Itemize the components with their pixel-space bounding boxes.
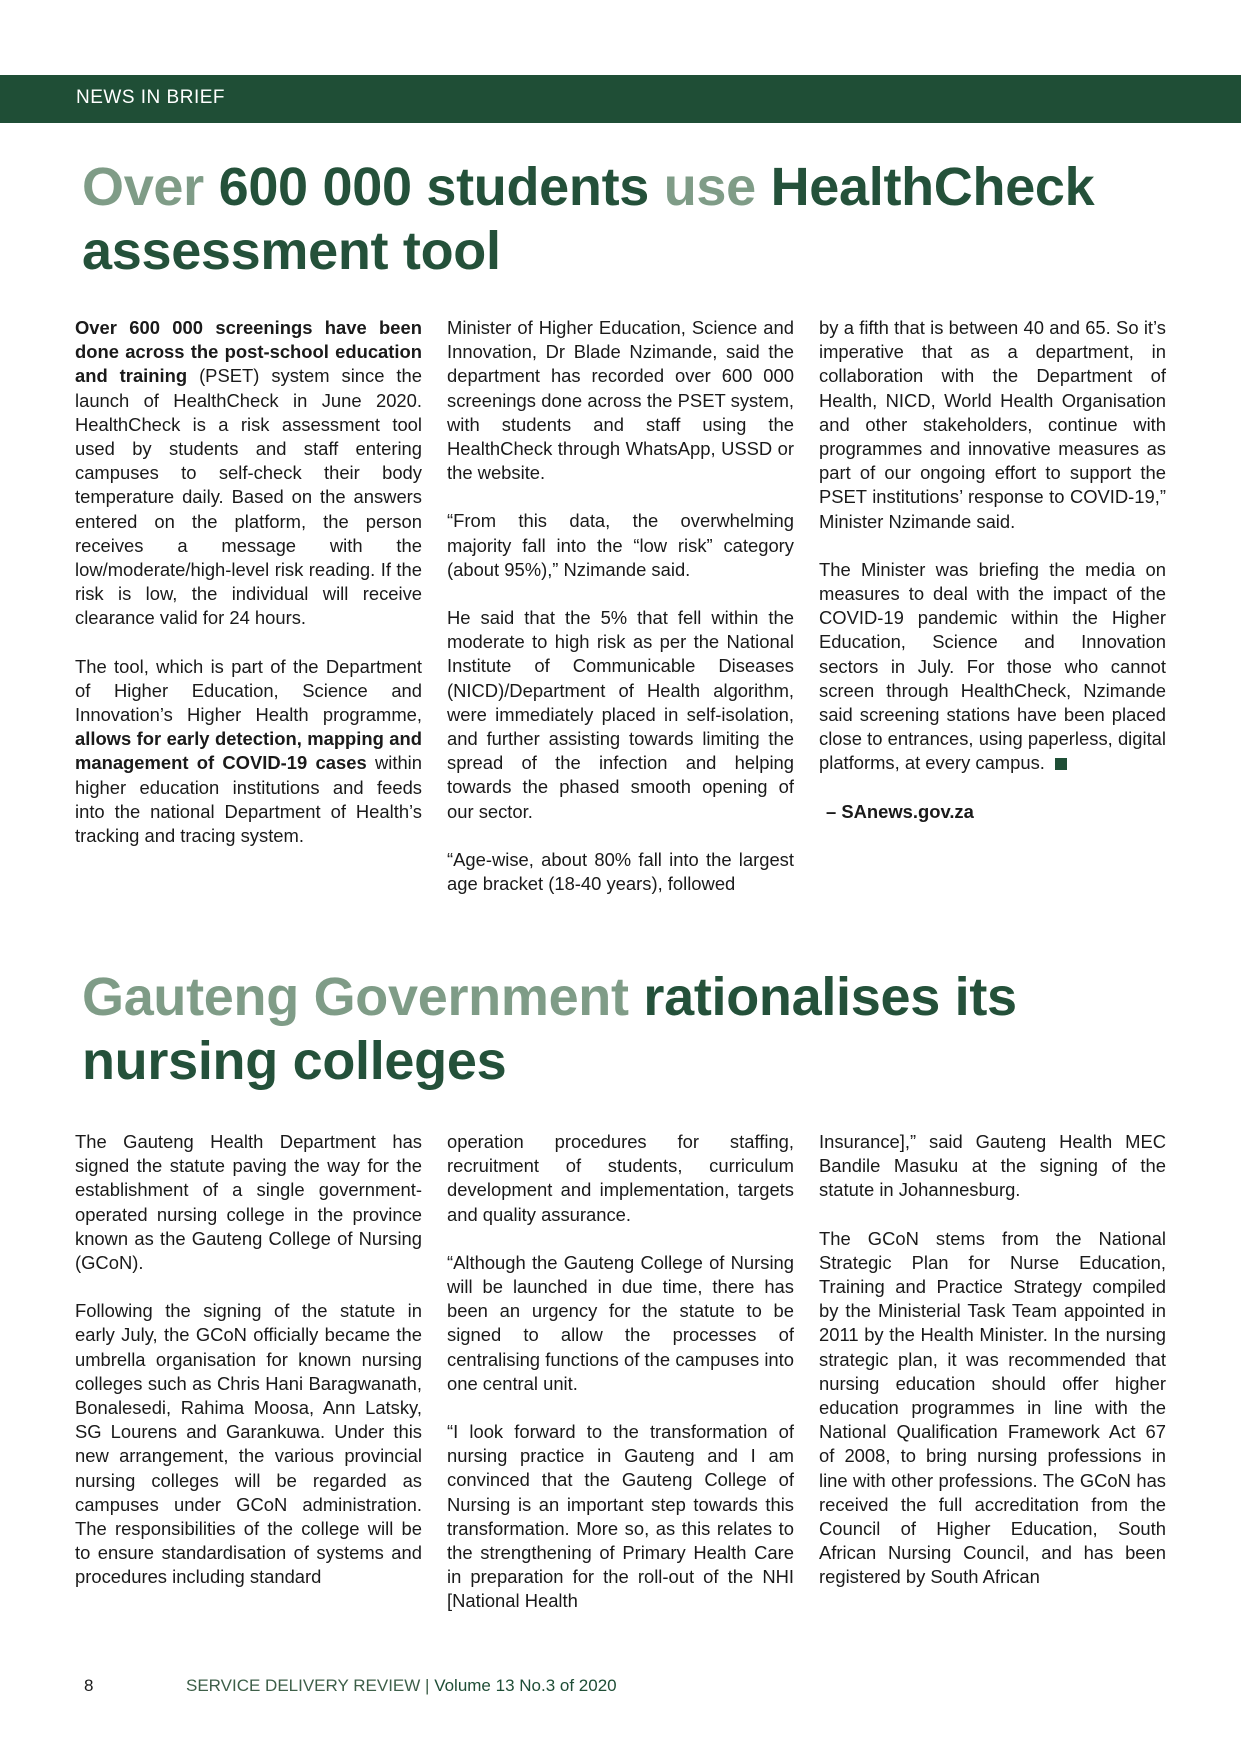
emphasis-bold-text: allows for early detection, mapping and management of COVID-19 cases bbox=[75, 728, 422, 774]
article-2-column-1 bbox=[75, 1130, 422, 1590]
source-credit: – SAnews.gov.za bbox=[826, 800, 974, 822]
paragraph: “Although the Gauteng College of Nursing will be launched in due time, there has been an urgency for the statute to be signed to allow the processes of centralising functions of the campuses into one central unit. bbox=[447, 1251, 794, 1394]
paragraph-text: (PSET) system since the launch of HealthCheck in June 2020. HealthCheck is a risk assessment tool used by students and staff entering campuses to self-check their body temperature daily. Based on the answers entered on the platform, the person receives a message with the low/moderate/high-level risk reading. If the risk is low, the individual will receive clearance valid for 24 hours. bbox=[75, 365, 422, 629]
paragraph: operation procedures for staffing, recruitment of students, curriculum development and implementation, targets and quality assurance. bbox=[447, 1131, 794, 1225]
paragraph-text: The Minister was briefing the media on measures to deal with the impact of the COVID-19 pandemic within the Higher Education, Science and Innovation sectors in July. For those who cannot screen through HealthCheck, Nzimande said screening stations have been placed close to entrances, using paperless, digital platforms, at every campus. bbox=[819, 558, 1166, 774]
paragraph bbox=[75, 316, 422, 631]
paragraph: Minister of Higher Education, Science and Innovation, Dr Blade Nzimande, said the department has recorded over 600 000 screenings done across the PSET system, with students and staff using the HealthCheck through WhatsApp, USSD or the website. bbox=[447, 317, 794, 484]
section-label: NEWS IN BRIEF bbox=[76, 87, 226, 108]
paragraph: Insurance],” said Gauteng Health MEC Bandile Masuku at the signing of the statute in Johannesburg. bbox=[819, 1131, 1166, 1201]
lead-bold-text: Over 600 000 screenings have been done across the post-school education and training bbox=[75, 317, 422, 387]
end-mark-icon bbox=[1055, 758, 1067, 770]
article-1-headline bbox=[82, 155, 1202, 283]
headline-part: use bbox=[649, 157, 771, 217]
section-header-band bbox=[0, 75, 1241, 123]
paragraph: “I look forward to the transformation of nursing practice in Gauteng and I am convinced that the Gauteng College of Nursing is an important step towards this transformation. More so, as this relates to the strengthening of Primary Health Care in preparation for the roll-out of the NHI [National Health bbox=[447, 1421, 794, 1612]
paragraph bbox=[819, 558, 1166, 776]
paragraph: “Age-wise, about 80% fall into the largest age bracket (18-40 years), followed bbox=[447, 848, 794, 895]
paragraph: “From this data, the overwhelming majority fall into the “low risk” category (about 95%),” Nzimande said. bbox=[447, 510, 794, 580]
paragraph bbox=[75, 655, 422, 849]
paragraph: He said that the 5% that fell within the moderate to high risk as per the National Institute of Communicable Diseases (NICD)/Department of Health algorithm, were immediately placed in self-isolation, and further assisting towards limiting the spread of the infection and helping towards the phased smooth opening of our sector. bbox=[447, 607, 794, 822]
article-2-headline bbox=[82, 965, 1202, 1093]
article-2-column-2 bbox=[447, 1130, 794, 1614]
footer-separator: | bbox=[420, 1676, 435, 1695]
volume-info: Volume 13 No.3 of 2020 bbox=[434, 1676, 617, 1695]
headline-part: 600 000 students bbox=[218, 157, 650, 217]
headline-part: Gauteng Government bbox=[82, 967, 629, 1027]
article-1-column-2 bbox=[447, 316, 794, 896]
publication-footer bbox=[186, 1676, 617, 1696]
headline-part: Over bbox=[82, 157, 219, 217]
page-number: 8 bbox=[84, 1676, 94, 1695]
article-1-column-1 bbox=[75, 316, 422, 848]
paragraph: Following the signing of the statute in early July, the GCoN officially became the umbrella organisation for known nursing colleges such as Chris Hani Baragwanath, Bonalesedi, Rahima Moosa, Ann Latsky, SG Lourens and Garankuwa. Under this new arrangement, the various provincial nursing colleges will be regarded as campuses under GCoN administration. The responsibilities of the college will be to ensure standardisation of systems and procedures including standard bbox=[75, 1300, 422, 1588]
paragraph-text: The tool, which is part of the Department of Higher Education, Science and Innovation’s Higher Health programme, bbox=[75, 655, 422, 726]
publication-title: SERVICE DELIVERY REVIEW bbox=[186, 1676, 421, 1695]
paragraph: The GCoN stems from the National Strategic Plan for Nurse Education, Training and Practice Strategy compiled by the Ministerial Task Team appointed in 2011 by the Health Minister. In the nursing strategic plan, it was recommended that nursing education should offer higher education programmes in line with the National Qualification Framework Act 67 of 2008, to bring nursing professions in line with other professions. The GCoN has received the full accreditation from the Council of Higher Education, South African Nursing Council, and has been registered by South African bbox=[819, 1227, 1166, 1588]
paragraph: by a fifth that is between 40 and 65. So it’s imperative that as a department, in collaboration with the Department of Health, NICD, World Health Organisation and other stakeholders, continue with programmes and innovative measures as part of our ongoing effort to support the PSET institutions’ response to COVID-19,” Minister Nzimande said. bbox=[819, 317, 1166, 532]
headline-part: HealthCheck assessment tool bbox=[82, 157, 1095, 281]
paragraph-text: within higher education institutions and feeds into the national Department of Health’s tracking and tracing system. bbox=[75, 752, 422, 847]
article-1-column-3 bbox=[819, 316, 1166, 824]
article-2-column-3 bbox=[819, 1130, 1166, 1590]
paragraph: The Gauteng Health Department has signed the statute paving the way for the establishment of a single government-operated nursing college in the province known as the Gauteng College of Nursing (GCoN). bbox=[75, 1131, 422, 1274]
headline-part: rationalises its nursing colleges bbox=[82, 967, 1017, 1091]
